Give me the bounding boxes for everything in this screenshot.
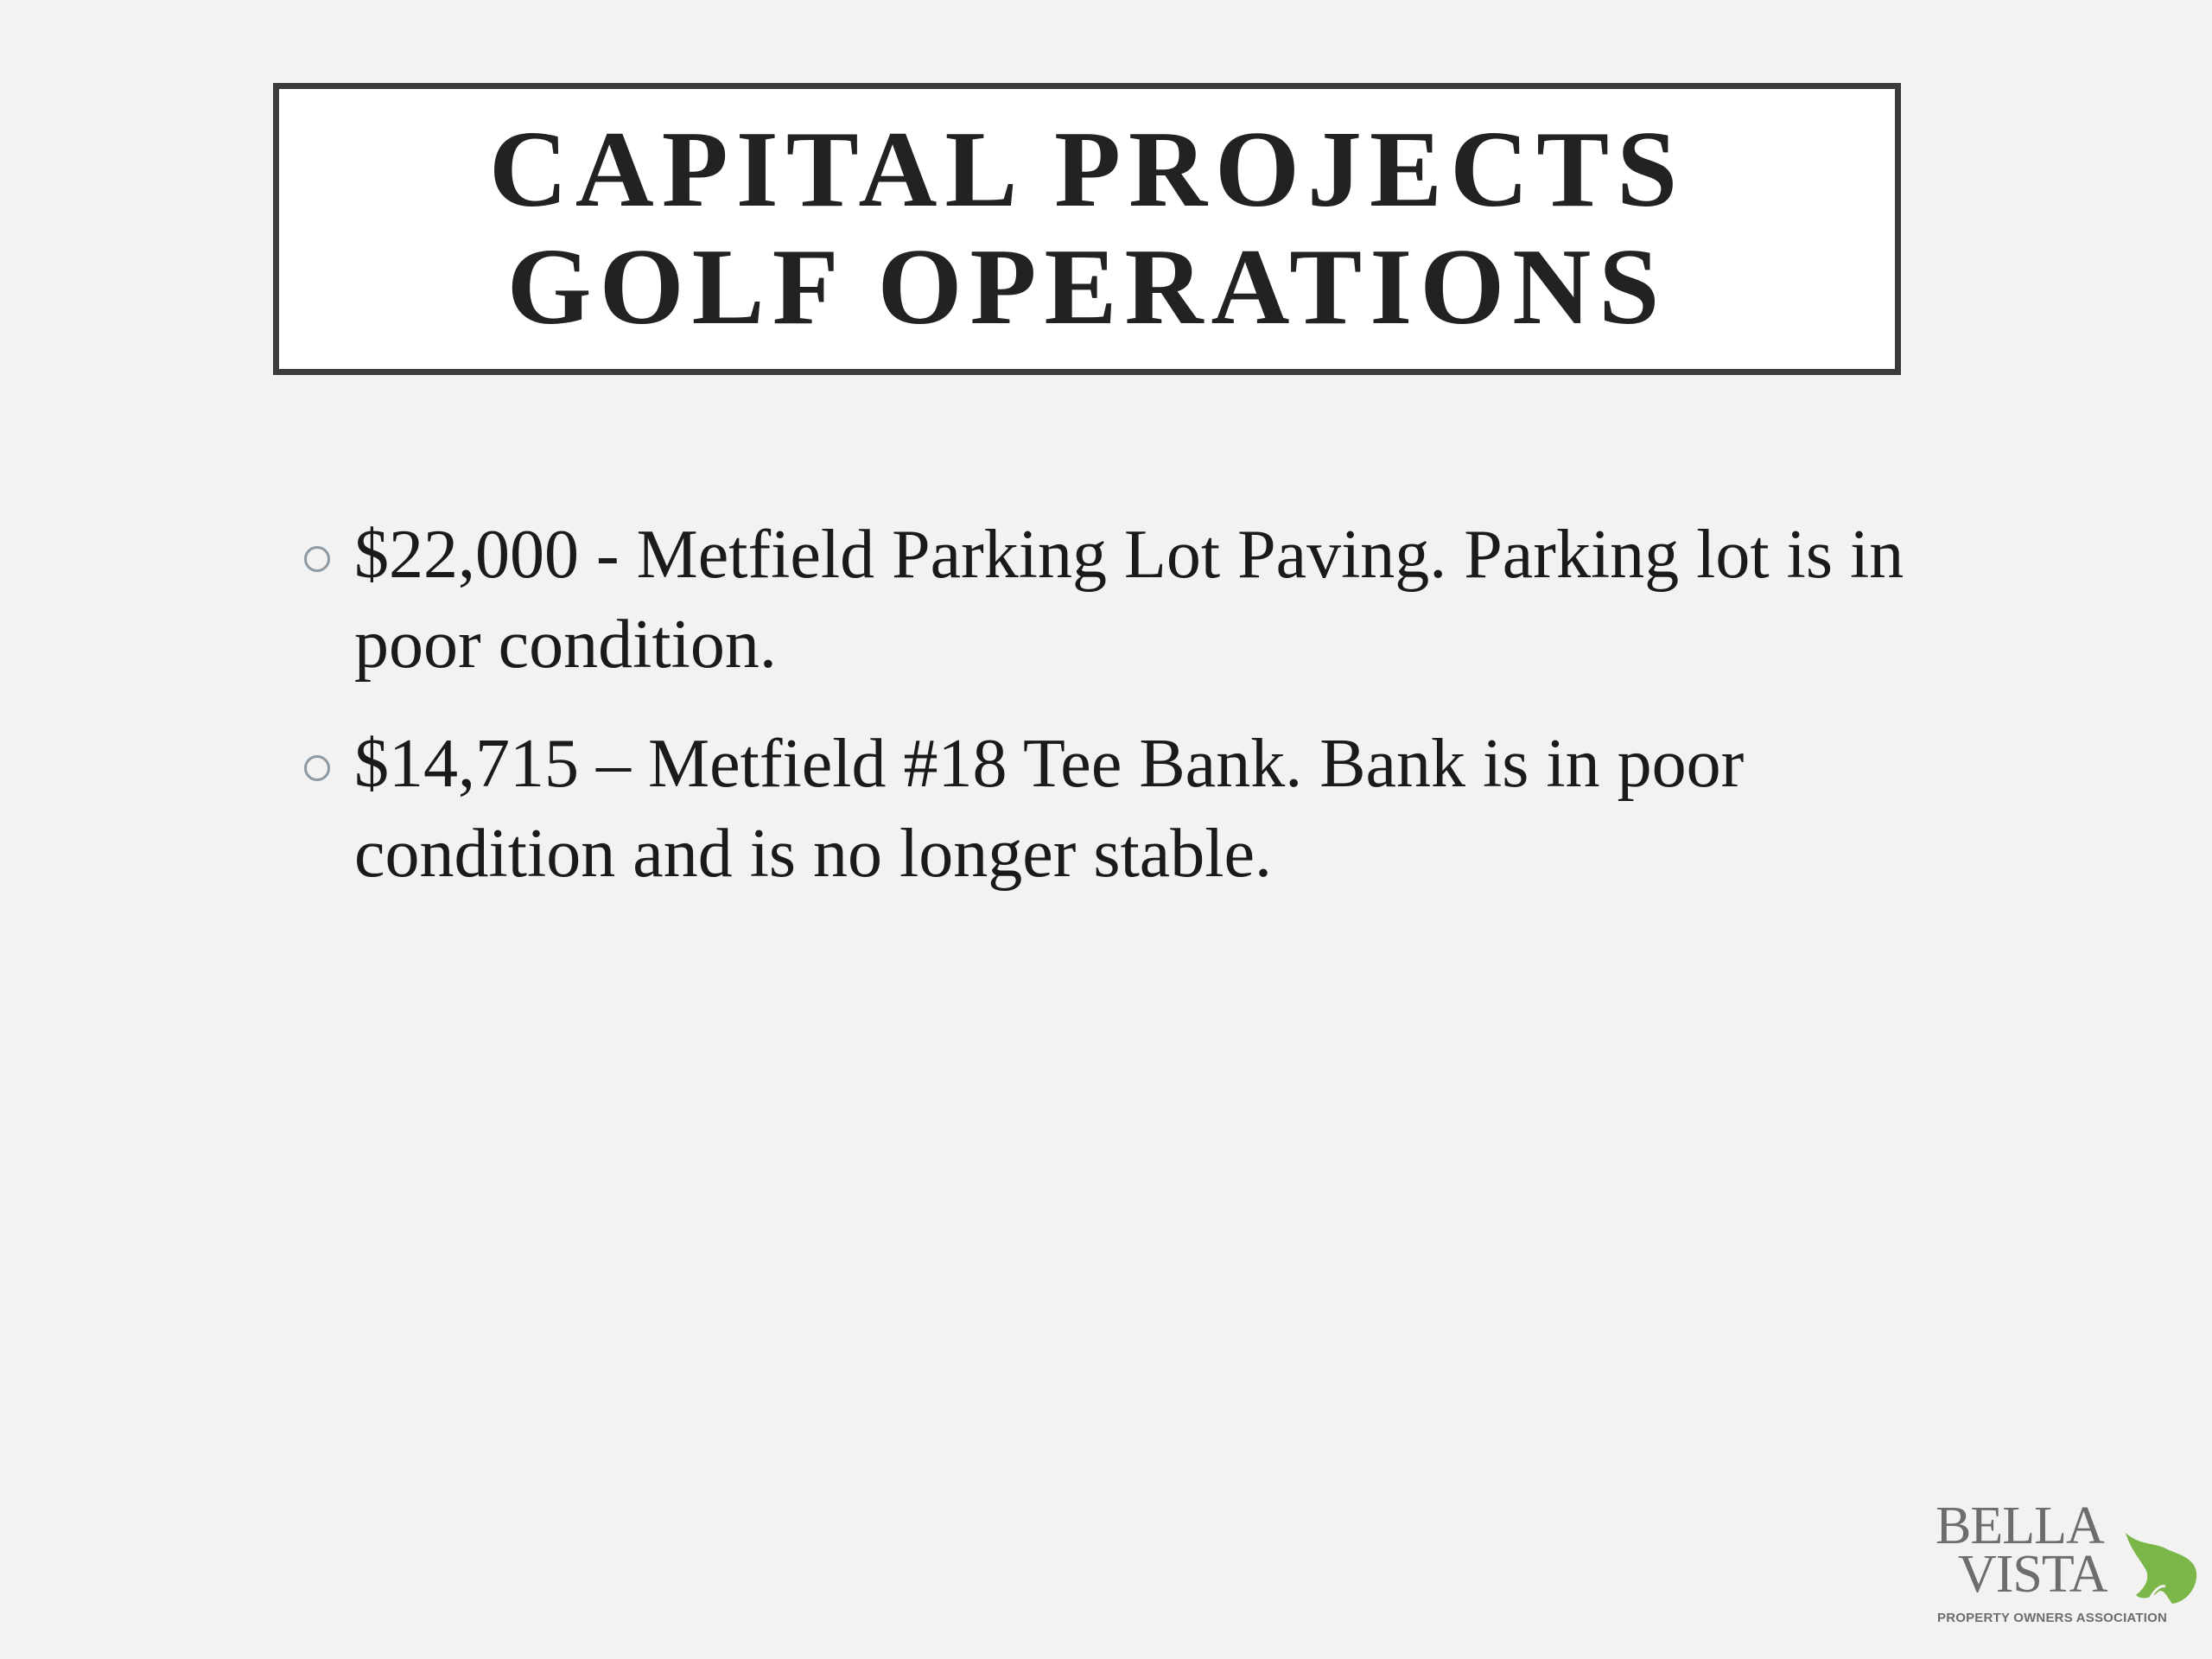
bella-vista-logo bbox=[1932, 1497, 2200, 1630]
bullet-text: $14,715 – Metfield #18 Tee Bank. Bank is in poor condition and is no longer stable. bbox=[354, 726, 1745, 892]
list-item bbox=[299, 510, 1949, 690]
bullet-text: $22,000 - Metfield Parking Lot Paving. Parking lot is in poor condition. bbox=[354, 517, 1904, 683]
title-line-2: GOLF OPERATIONS bbox=[506, 227, 1668, 347]
title-line-1: CAPITAL PROJECTS bbox=[488, 110, 1686, 230]
title-box bbox=[273, 83, 1901, 375]
bullet-list bbox=[299, 510, 1949, 928]
green-leaf-mark-icon bbox=[2115, 1529, 2202, 1607]
hollow-circle-bullet-icon bbox=[304, 546, 330, 572]
logo-subtitle: PROPERTY OWNERS ASSOCIATION bbox=[1937, 1611, 2167, 1625]
logo-line-1: BELLA bbox=[1936, 1497, 2104, 1555]
logo-line-2: VISTA bbox=[1958, 1545, 2107, 1604]
hollow-circle-bullet-icon bbox=[304, 755, 330, 781]
list-item bbox=[299, 719, 1949, 899]
